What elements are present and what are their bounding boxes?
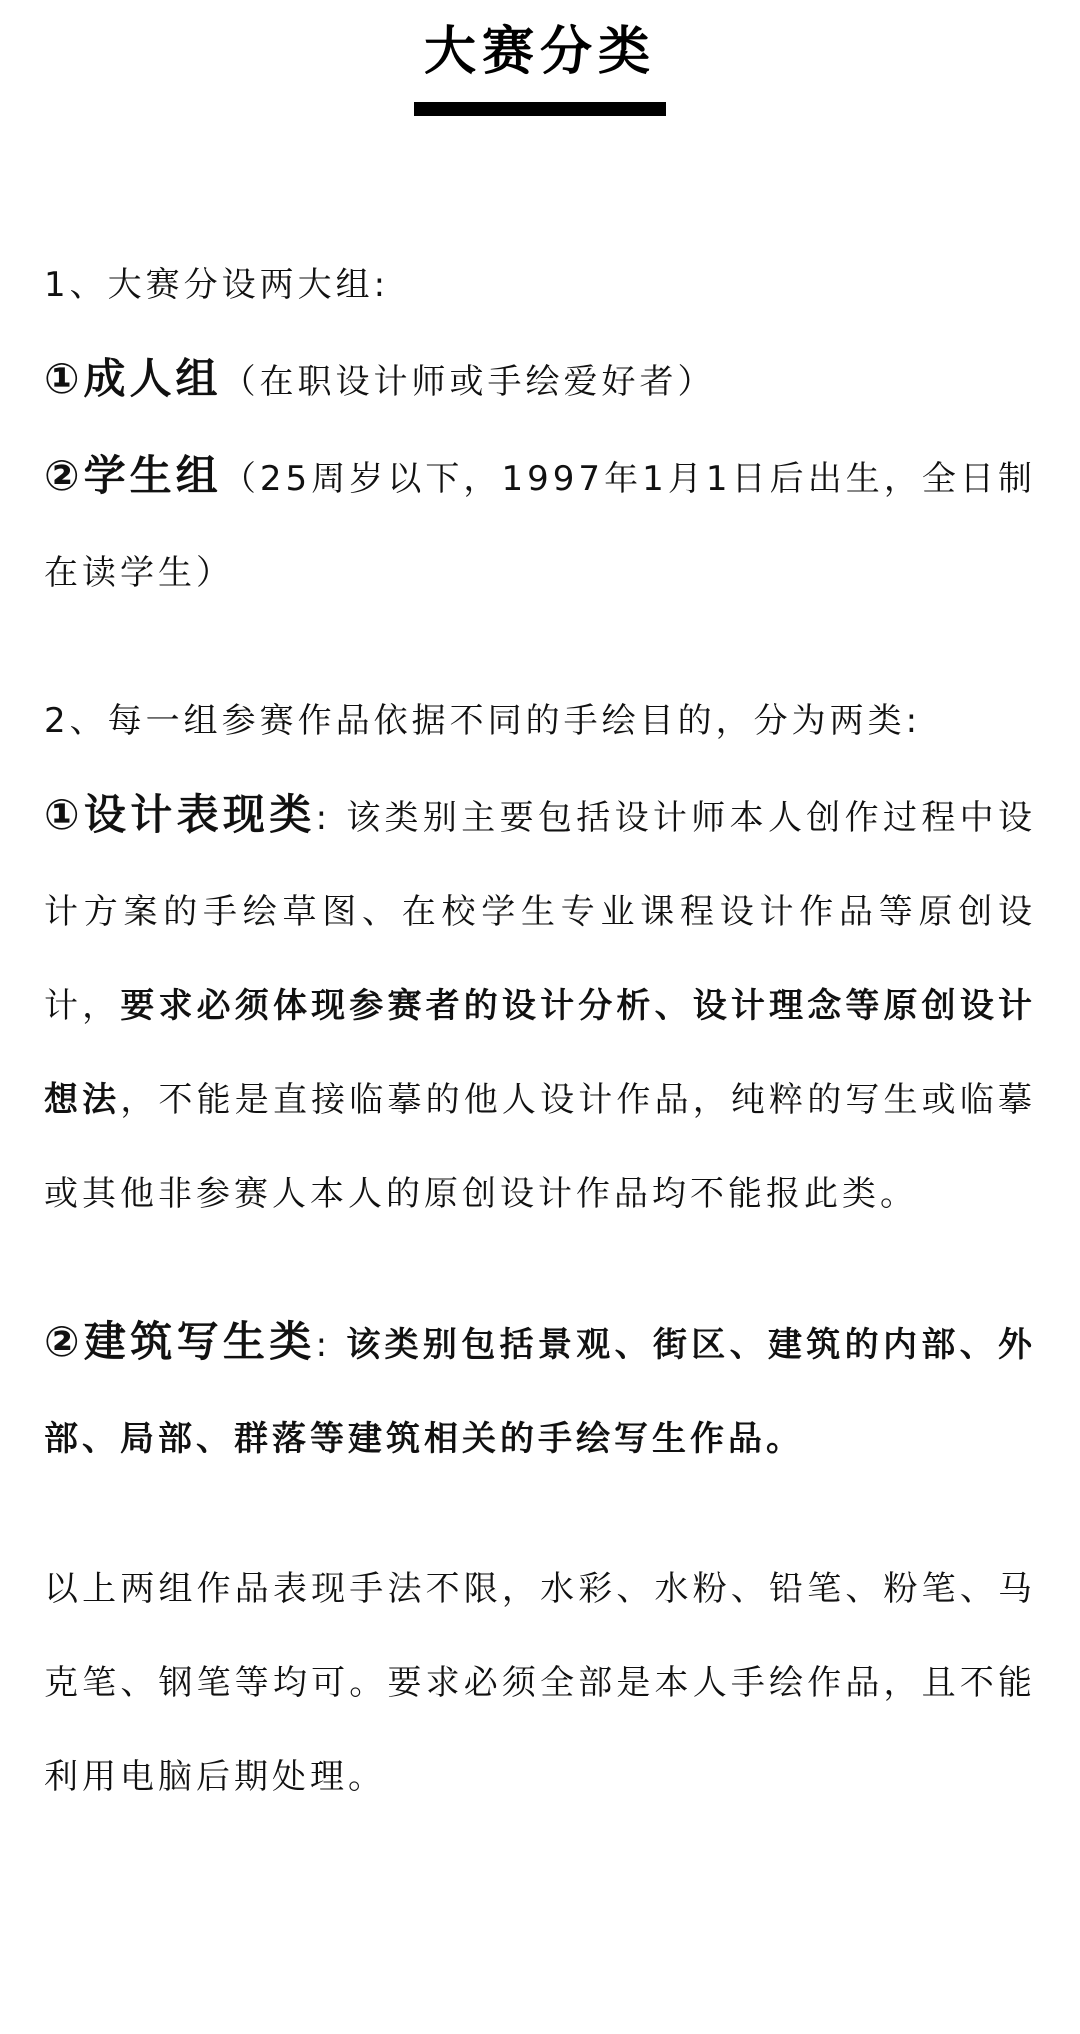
adult-group-line [44,332,1036,429]
spacer [44,620,1036,674]
sketch-category-colon: : [315,1325,347,1365]
student-group-label: ②学生组 [44,451,222,500]
title-underline [414,102,666,116]
adult-group-label: ①成人组 [44,354,222,403]
categories-intro: 2、每一组参赛作品依据不同的手绘目的，分为两类: [44,701,922,741]
sketch-category-label: ②建筑写生类 [44,1317,316,1366]
design-category-label: ①设计表现类 [44,790,316,839]
design-category-text-1: : 该类别主要包括设计师本人创作过程中设计方案的手绘草图、在校学生专业课程设计作品等原创设计， [44,798,1036,1026]
sketch-category-paragraph [44,1295,1036,1486]
adult-group-desc: （在职设计师或手绘爱好者） [221,362,716,402]
student-group-desc: （25周岁以下，1997年1月1日后出生，全日制在读学生） [44,459,1037,593]
design-category-text-2: ，不能是直接临摹的他人设计作品，纯粹的写生或临摹或其他非参赛人本人的原创设计作品均不能报此类。 [44,1080,1037,1214]
page-title: 大赛分类 [423,22,656,82]
design-category-paragraph [44,768,1036,1241]
spacer [44,1241,1036,1295]
notes-paragraph: 以上两组作品表现手法不限，水彩、水粉、铅笔、粉笔、马克笔、钢笔等均可。要求必须全部是本人手绘作品，且不能利用电脑后期处理。 [44,1569,1036,1797]
content [44,238,1036,1824]
groups-intro: 1、大赛分设两大组: [44,265,390,305]
sketch-category-bold: 该类别包括景观、街区、建筑的内部、外部、局部、群落等建筑相关的手绘写生作品。 [44,1325,1037,1459]
student-group-line [44,429,1036,620]
design-category-bold: 要求必须体现参赛者的设计分析、设计理念等原创设计想法 [44,986,1037,1120]
spacer [44,1486,1036,1542]
title-area [44,0,1036,116]
